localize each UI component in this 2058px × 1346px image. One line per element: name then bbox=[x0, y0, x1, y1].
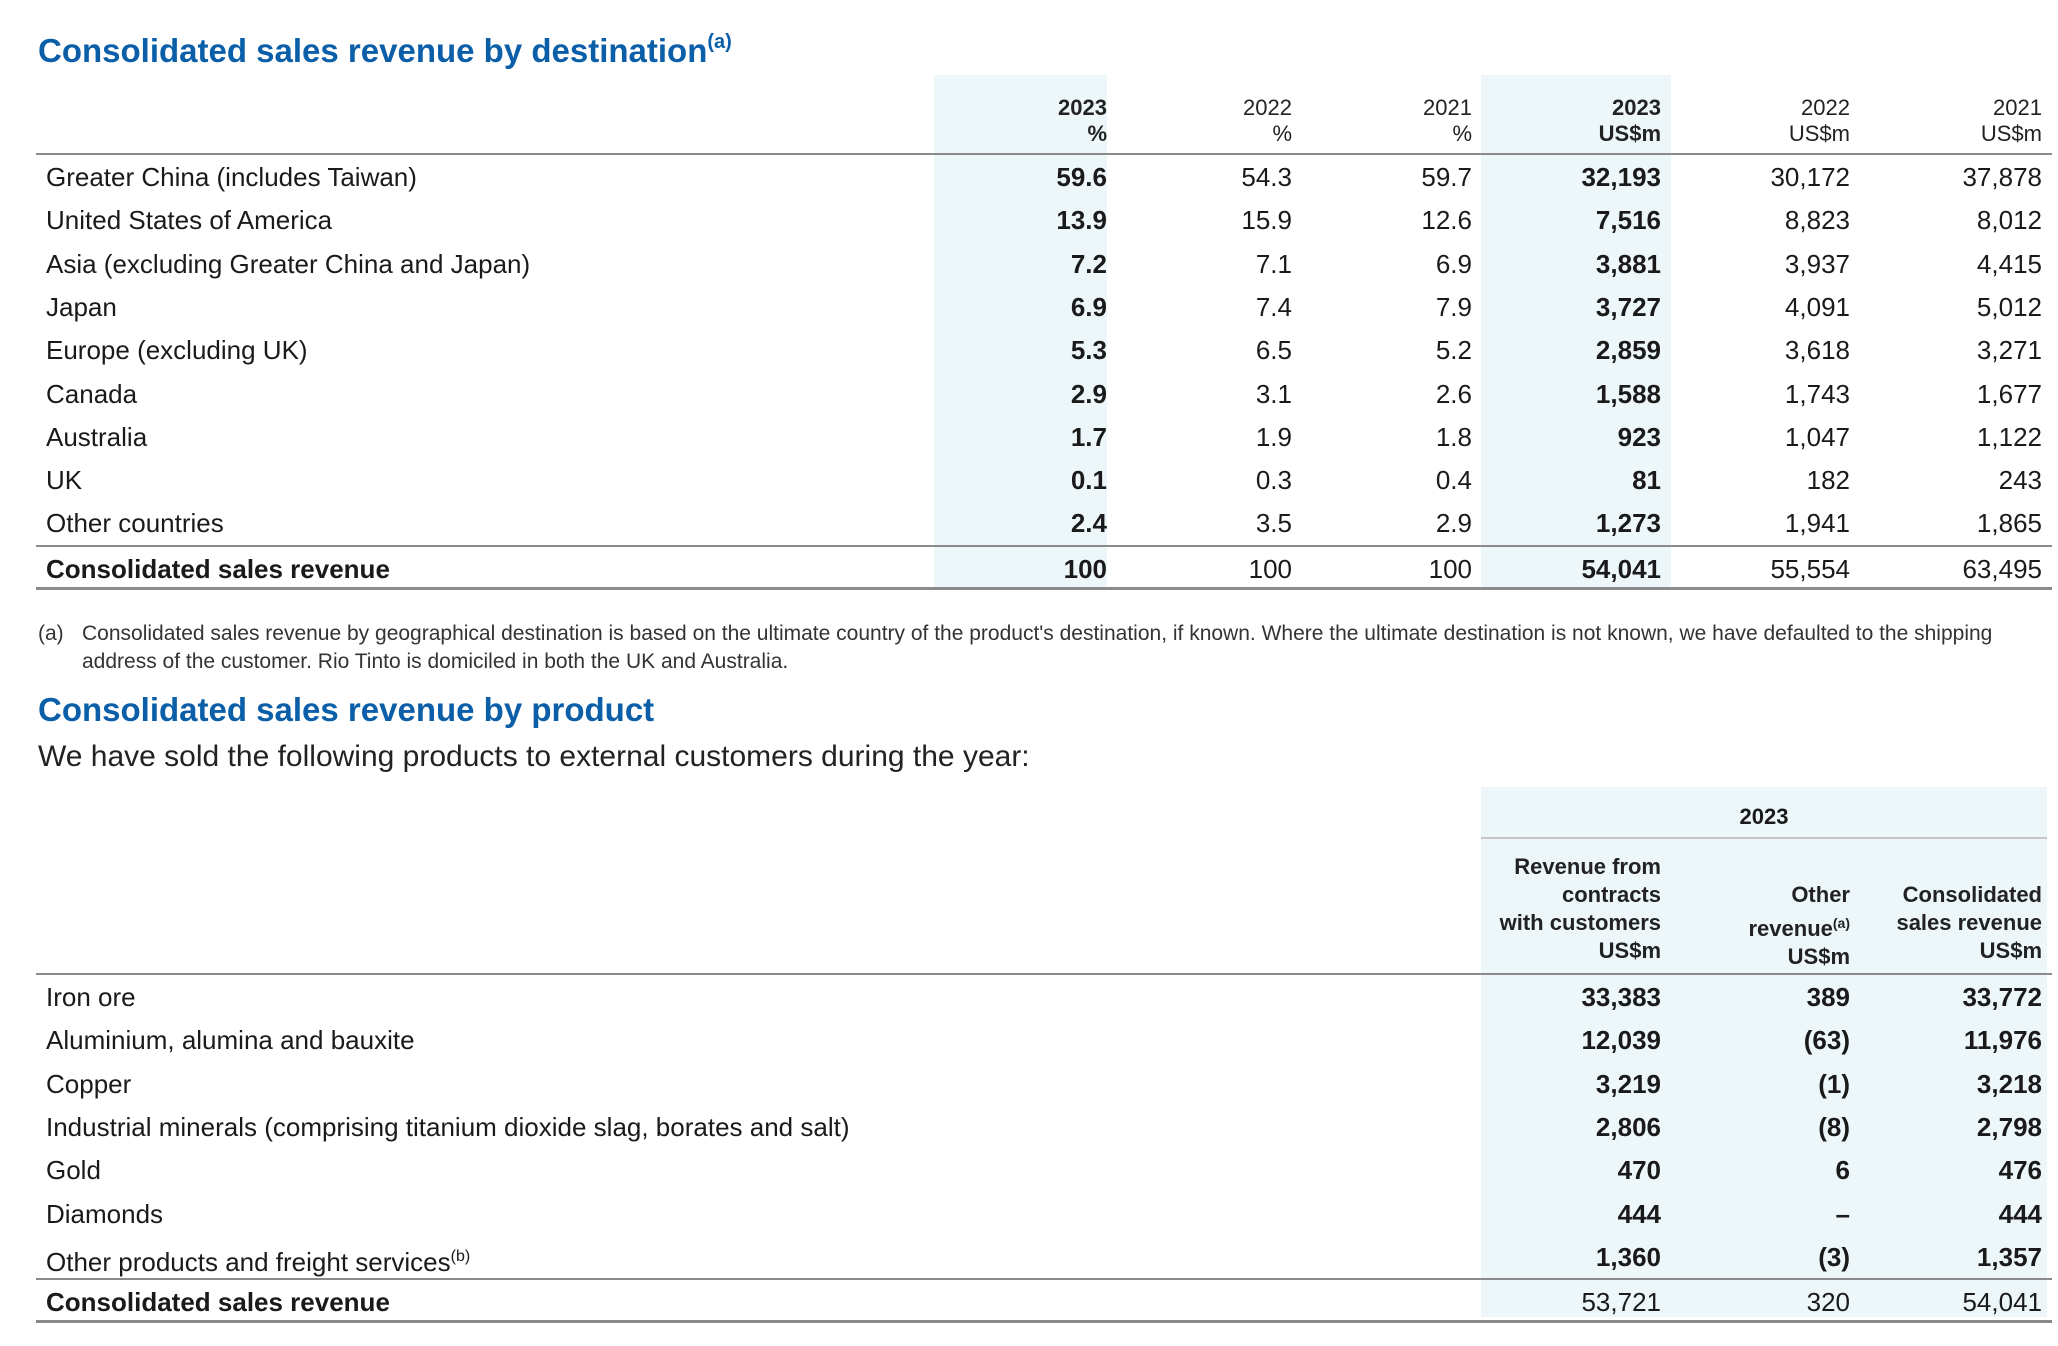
footnote-text: Consolidated sales revenue by geographical destination is based on the ultimate country of the product's destination, if known. Where the ultimate destination is not known, we have defaulted to the shipping address of the customer. Rio Tinto is domiciled in both the UK and Australia. bbox=[82, 622, 1993, 673]
row-label: Asia (excluding Greater China and Japan) bbox=[46, 248, 531, 279]
cell-value: 54,041 bbox=[1962, 1287, 2042, 1318]
cell-value: 1,941 bbox=[1784, 508, 1850, 539]
cell-value: 1,357 bbox=[1976, 1241, 2042, 1272]
cell-value: 11,976 bbox=[1963, 1025, 2042, 1056]
cell-value: 3,271 bbox=[1976, 335, 2042, 366]
cell-value: (63) bbox=[1803, 1025, 1850, 1056]
cell-value: 2,806 bbox=[1595, 1111, 1661, 1142]
col-header: 2021 % bbox=[1423, 95, 1472, 146]
cell-value: 13.9 bbox=[1056, 205, 1107, 236]
cell-value: 100 bbox=[1063, 553, 1107, 584]
row-label: Greater China (includes Taiwan) bbox=[46, 162, 417, 192]
cell-value: 33,772 bbox=[1962, 982, 2042, 1012]
cell-value: 8,012 bbox=[1976, 205, 2042, 236]
row-label-text: Diamonds bbox=[46, 1198, 164, 1229]
cell-value: 33,383 bbox=[1581, 982, 1661, 1012]
cell-value: (8) bbox=[1818, 1111, 1850, 1142]
row-label-text: Copper bbox=[46, 1068, 132, 1099]
product-table bbox=[36, 787, 2052, 1317]
col-header-other-revenue: Other revenue$^{(a)}$ US$m bbox=[1748, 882, 1850, 969]
cell-value: 2.6 bbox=[1435, 378, 1472, 409]
cell-value: 6.9 bbox=[1435, 248, 1472, 279]
row-label-text: Other products and freight services bbox=[46, 1246, 451, 1277]
cell-value: 1.9 bbox=[1255, 421, 1292, 452]
row-label: Europe (excluding UK) bbox=[46, 335, 308, 366]
cell-value: 54,041 bbox=[1581, 553, 1661, 584]
col-header: 2023 US$m bbox=[1598, 95, 1661, 146]
cell-value: 100 bbox=[1428, 553, 1472, 584]
table-row bbox=[36, 285, 2052, 328]
row-label bbox=[46, 1156, 101, 1184]
row-label: United States of America bbox=[46, 205, 333, 236]
cell-value: 1,677 bbox=[1976, 378, 2042, 409]
table-row bbox=[36, 1148, 2052, 1191]
table-row bbox=[36, 1018, 2052, 1061]
cell-value: 470 bbox=[1617, 1155, 1661, 1186]
cell-value: 5.2 bbox=[1435, 335, 1472, 366]
cell-value: 1,360 bbox=[1595, 1241, 1661, 1272]
cell-value: 5,012 bbox=[1976, 291, 2042, 322]
cell-value: (1) bbox=[1818, 1068, 1850, 1099]
cell-value: 2,859 bbox=[1595, 335, 1661, 366]
row-label bbox=[46, 1288, 390, 1316]
cell-value: 1.7 bbox=[1070, 421, 1107, 452]
cell-value: 7.9 bbox=[1435, 291, 1472, 322]
cell-value: 7.1 bbox=[1255, 248, 1292, 279]
cell-value: 1.8 bbox=[1435, 421, 1472, 452]
table-row bbox=[36, 242, 2052, 285]
row-label bbox=[46, 983, 136, 1011]
table-row bbox=[36, 415, 2052, 458]
cell-value: 3.1 bbox=[1255, 378, 1292, 409]
cell-value: 4,091 bbox=[1784, 291, 1850, 322]
year-header: 2023 bbox=[1481, 787, 2047, 839]
cell-value: 59.6 bbox=[1056, 162, 1107, 192]
cell-value: 2,798 bbox=[1976, 1111, 2042, 1142]
row-label: Australia bbox=[46, 421, 148, 452]
cell-value: 3,218 bbox=[1976, 1068, 2042, 1099]
row-label-text: Gold bbox=[46, 1155, 101, 1186]
table-row bbox=[36, 198, 2052, 241]
cell-value: 3,937 bbox=[1784, 248, 1850, 279]
table-row bbox=[36, 1105, 2052, 1148]
cell-value: 15.9 bbox=[1241, 205, 1292, 236]
row-label: Other countries bbox=[46, 508, 224, 539]
row-label: Consolidated sales revenue bbox=[46, 553, 390, 584]
destination-table bbox=[36, 75, 2052, 587]
table-row bbox=[36, 1235, 2052, 1278]
total-row bbox=[36, 1278, 2052, 1323]
cell-value: 0.4 bbox=[1435, 465, 1472, 496]
row-label-text: Consolidated sales revenue bbox=[46, 1287, 390, 1318]
cell-value: 12.6 bbox=[1421, 205, 1472, 236]
total-row bbox=[36, 545, 2052, 590]
cell-value: 1,122 bbox=[1976, 421, 2042, 452]
row-label-note: (b) bbox=[450, 1247, 471, 1265]
table-row bbox=[36, 458, 2052, 501]
cell-value: 30,172 bbox=[1770, 162, 1850, 192]
row-label: UK bbox=[46, 465, 83, 496]
col-header: 2022 % bbox=[1243, 95, 1292, 146]
cell-value: 5.3 bbox=[1070, 335, 1107, 366]
cell-value: 81 bbox=[1632, 465, 1661, 496]
row-label: Canada bbox=[46, 378, 138, 409]
cell-value: 7.2 bbox=[1070, 248, 1107, 279]
table-row bbox=[36, 975, 2052, 1018]
cell-value: 7.4 bbox=[1255, 291, 1292, 322]
row-label: Japan bbox=[46, 291, 117, 322]
cell-value: 2.9 bbox=[1435, 508, 1472, 539]
row-label bbox=[46, 1200, 163, 1228]
cell-value: 3,727 bbox=[1595, 291, 1661, 322]
cell-value: 37,878 bbox=[1962, 162, 2042, 192]
product-subtitle: We have sold the following products to external customers during the year: bbox=[38, 740, 1030, 773]
row-label bbox=[46, 1070, 131, 1098]
cell-value: 182 bbox=[1806, 465, 1850, 496]
col-header: 2022 US$m bbox=[1788, 95, 1850, 146]
cell-value: 3,881 bbox=[1595, 248, 1661, 279]
destination-title-note: (a) bbox=[707, 31, 732, 53]
footnote-mark: (a) bbox=[38, 622, 64, 645]
cell-value: (3) bbox=[1818, 1241, 1850, 1272]
table-row bbox=[36, 1062, 2052, 1105]
row-label-text: Iron ore bbox=[46, 982, 136, 1012]
cell-value: 7,516 bbox=[1595, 205, 1661, 236]
cell-value: 1,588 bbox=[1595, 378, 1661, 409]
table-row bbox=[36, 372, 2052, 415]
cell-value: 12,039 bbox=[1581, 1025, 1661, 1056]
cell-value: 3,219 bbox=[1595, 1068, 1661, 1099]
cell-value: 444 bbox=[1617, 1198, 1661, 1229]
cell-value: 3,618 bbox=[1784, 335, 1850, 366]
cell-value: 0.3 bbox=[1255, 465, 1292, 496]
row-label-text: Aluminium, alumina and bauxite bbox=[46, 1025, 415, 1056]
table-row bbox=[36, 501, 2052, 544]
col-header-consolidated: Consolidated sales revenue US$m bbox=[1896, 882, 2042, 963]
cell-value: 8,823 bbox=[1784, 205, 1850, 236]
col-header: 2023 % bbox=[1058, 95, 1107, 146]
row-label bbox=[46, 1026, 415, 1054]
row-label bbox=[46, 1243, 470, 1276]
product-title: Consolidated sales revenue by product bbox=[38, 691, 655, 728]
row-label-text: Industrial minerals (comprising titanium dioxide slag, borates and salt) bbox=[46, 1111, 850, 1142]
cell-value: 6 bbox=[1835, 1155, 1850, 1186]
cell-value: 2.9 bbox=[1070, 378, 1107, 409]
cell-value: 1,865 bbox=[1976, 508, 2042, 539]
destination-title: Consolidated sales revenue by destination$^{(a)}$ bbox=[38, 31, 732, 69]
col-header-revenue-contracts: Revenue from contracts with customers US$m bbox=[1499, 854, 1661, 963]
cell-value: 100 bbox=[1248, 553, 1292, 584]
cell-value: 0.1 bbox=[1070, 465, 1107, 496]
cell-value: 53,721 bbox=[1581, 1287, 1661, 1318]
cell-value: 2.4 bbox=[1070, 508, 1107, 539]
cell-value: 243 bbox=[1998, 465, 2042, 496]
cell-value: 54.3 bbox=[1241, 162, 1292, 192]
cell-value: 6.9 bbox=[1070, 291, 1107, 322]
cell-value: 923 bbox=[1617, 421, 1661, 452]
cell-value: 1,047 bbox=[1784, 421, 1850, 452]
cell-value: 63,495 bbox=[1962, 553, 2042, 584]
cell-value: 55,554 bbox=[1770, 553, 1850, 584]
cell-value: 4,415 bbox=[1976, 248, 2042, 279]
table-row bbox=[36, 155, 2052, 198]
cell-value: 1,743 bbox=[1784, 378, 1850, 409]
col-header: 2021 US$m bbox=[1980, 95, 2042, 146]
cell-value: 3.5 bbox=[1255, 508, 1292, 539]
cell-value: 1,273 bbox=[1595, 508, 1661, 539]
cell-value: 476 bbox=[1998, 1155, 2042, 1186]
cell-value: 320 bbox=[1806, 1287, 1850, 1318]
destination-header bbox=[36, 75, 2052, 155]
cell-value: 59.7 bbox=[1421, 162, 1472, 192]
cell-value: 6.5 bbox=[1255, 335, 1292, 366]
cell-value: 389 bbox=[1806, 982, 1850, 1012]
table-row bbox=[36, 1192, 2052, 1235]
cell-value: – bbox=[1835, 1198, 1850, 1229]
table-row bbox=[36, 328, 2052, 371]
row-label bbox=[46, 1113, 849, 1141]
cell-value: 444 bbox=[1998, 1198, 2042, 1229]
cell-value: 32,193 bbox=[1581, 162, 1661, 192]
